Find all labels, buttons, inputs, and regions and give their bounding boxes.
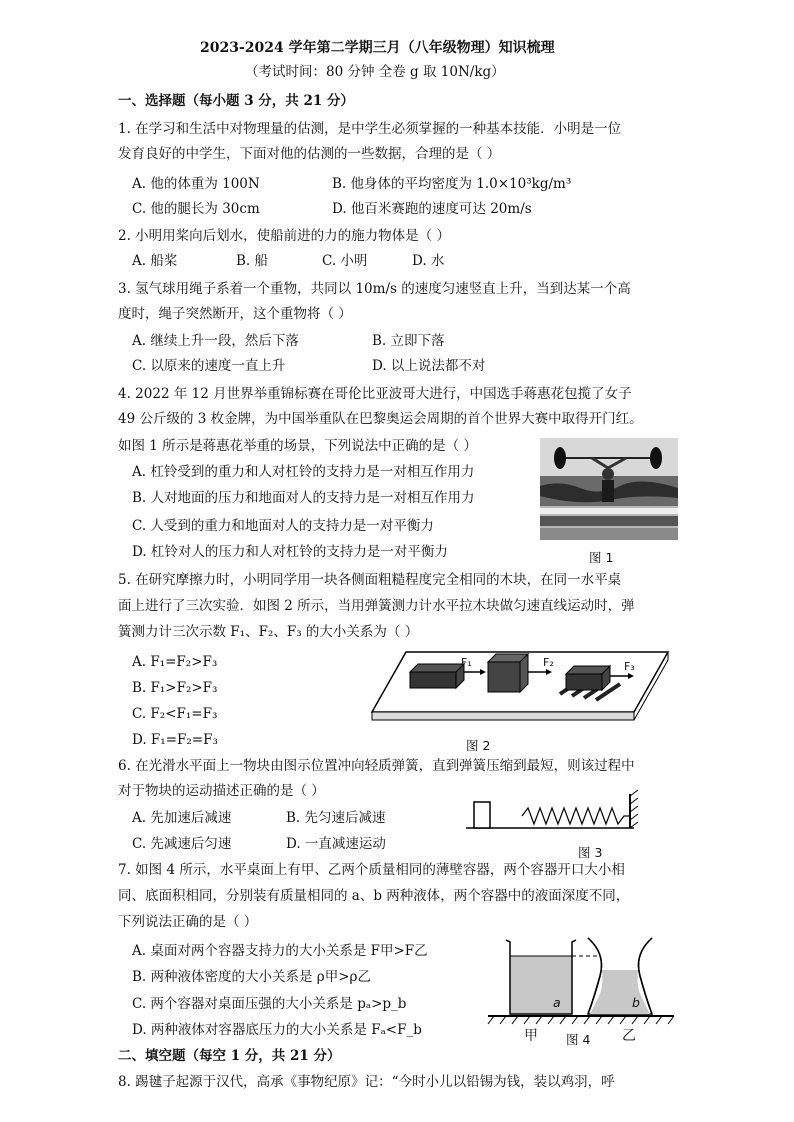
q4-option-a: A. 杠铃受到的重力和人对杠铃的支持力是一对相互作用力 [132,464,475,480]
q1-option-a: A. 他的体重为 100N [132,176,260,192]
container-label-jia: 甲 [524,1028,538,1044]
q7-option-b: B. 两种液体密度的大小关系是 ρ甲>ρ乙 [132,969,371,985]
q3-stem-line1: 3. 氢气球用绳子系着一个重物，共同以 10m/s 的速度匀速竖直上升，当到达某一个高 [118,281,631,297]
q4-stem-line3: 如图 1 所示是蒋惠花举重的场景，下列说法中正确的是（ ） [118,438,477,454]
q3-option-c: C. 以原来的速度一直上升 [132,358,286,374]
figure-3-caption: 图 3 [578,845,603,860]
q4-option-b: B. 人对地面的压力和地面对人的支持力是一对相互作用力 [132,490,475,506]
q8-stem-line1: 8. 踢毽子起源于汉代，高承《事物纪原》记：“今时小儿以铅锡为钱，装以鸡羽，呼 [118,1074,615,1090]
q3-stem-line2: 度时，绳子突然断开，这个重物将（ ） [118,306,352,322]
figure-4-two-containers [488,932,674,1024]
q2-option-a: A. 船桨 [132,253,178,269]
q5-option-a: A. F₁=F₂>F₃ [132,654,218,670]
q5-stem-line1: 5. 在研究摩擦力时，小明同学用一块各侧面粗糙程度完全相同的木块，在同一水平桌 [118,572,622,588]
figure-2-caption: 图 2 [466,738,491,753]
section-heading-fill-in: 二、填空题（每空 1 分，共 21 分） [118,1048,341,1064]
q5-option-c: C. F₂<F₁=F₃ [132,706,218,722]
q7-option-d: D. 两种液体对容器底压力的大小关系是 Fₐ<F_b [132,1022,422,1038]
q4-option-c: C. 人受到的重力和地面对人的支持力是一对平衡力 [132,518,434,534]
container-label-yi: 乙 [622,1028,636,1044]
q5-option-b: B. F₁>F₂>F₃ [132,680,218,696]
q6-option-b: B. 先匀速后减速 [286,810,386,826]
q4-stem-line1: 4. 2022 年 12 月世界举重锦标赛在哥伦比亚波哥大进行，中国选手蒋惠花包揽了女子 [118,386,632,402]
figure-1-weightlifting-photo [540,438,678,540]
q6-stem-line1: 6. 在光滑水平面上一物块由图示位置冲向轻质弹簧，直到弹簧压缩到最短，则该过程中 [118,758,635,774]
force-label-f2: F₂ [543,656,554,669]
q2-option-b: B. 船 [236,253,269,269]
q7-option-a: A. 桌面对两个容器支持力的大小关系是 F甲>F乙 [132,943,428,959]
page-title: 2023-2024 学年第二学期三月（八年级物理）知识梳理 [200,40,555,56]
q3-option-b: B. 立即下落 [372,333,445,349]
q1-option-b: B. 他身体的平均密度为 1.0×10³kg/m³ [332,176,572,192]
q3-option-a: A. 继续上升一段，然后下落 [132,333,299,349]
q2-option-c: C. 小明 [322,253,368,269]
q6-option-d: D. 一直减速运动 [286,836,386,852]
q6-stem-line2: 对于物块的运动描述正确的是（ ） [118,783,325,799]
figure-3-block-spring [466,790,646,840]
q7-stem-line1: 7. 如图 4 所示，水平桌面上有甲、乙两个质量相同的薄壁容器，两个容器开口大小相 [118,862,625,878]
q5-option-d: D. F₁=F₂=F₃ [132,732,218,748]
q4-option-d: D. 杠铃对人的压力和人对杠铃的支持力是一对平衡力 [132,544,448,560]
figure-1-caption: 图 1 [589,550,614,565]
q1-option-c: C. 他的腿长为 30cm [132,201,260,217]
q6-option-a: A. 先加速后减速 [132,810,232,826]
q1-stem-line2: 发育良好的中学生，下面对他的估测的一些数据，合理的是（ ） [118,146,501,162]
q1-stem-line1: 1. 在学习和生活中对物理量的估测，是中学生必须掌握的一种基本技能．小明是一位 [118,121,622,137]
q7-option-c: C. 两个容器对桌面压强的大小关系是 pₐ>p_b [132,996,407,1012]
q3-option-d: D. 以上说法都不对 [372,358,486,374]
figure-4-caption: 图 4 [566,1032,591,1047]
force-label-f3: F₃ [624,660,635,673]
q6-option-c: C. 先减速后匀速 [132,836,232,852]
section-heading-choice: 一、选择题（每小题 3 分，共 21 分） [118,93,354,109]
force-label-f1: F₁ [461,656,472,669]
q2-stem: 2. 小明用桨向后划水，使船前进的力的施力物体是（ ） [118,228,450,244]
liquid-label-a: a [553,995,561,1010]
q2-option-d: D. 水 [412,253,445,269]
liquid-label-b: b [632,995,640,1010]
q5-stem-line2: 面上进行了三次实验．如图 2 所示，当用弹簧测力计水平拉木块做匀速直线运动时，弹 [118,598,635,614]
q7-stem-line3: 下列说法正确的是（ ） [118,914,258,930]
page-subtitle: （考试时间：80 分钟 全卷 g 取 10N/kg） [245,64,505,80]
q4-stem-line2: 49 公斤级的 3 枚金牌，为中国举重队在巴黎奥运会周期的首个世界大赛中取得开门红。 [118,411,643,427]
q7-stem-line2: 同、底面积相同，分别装有质量相同的 a、b 两种液体，两个容器中的液面深度不同， [118,888,630,904]
q5-stem-line3: 簧测力计三次示数 F₁、F₂、F₃ 的大小关系为（ ） [118,624,419,640]
q1-option-d: D. 他百米赛跑的速度可达 20m/s [332,201,532,217]
